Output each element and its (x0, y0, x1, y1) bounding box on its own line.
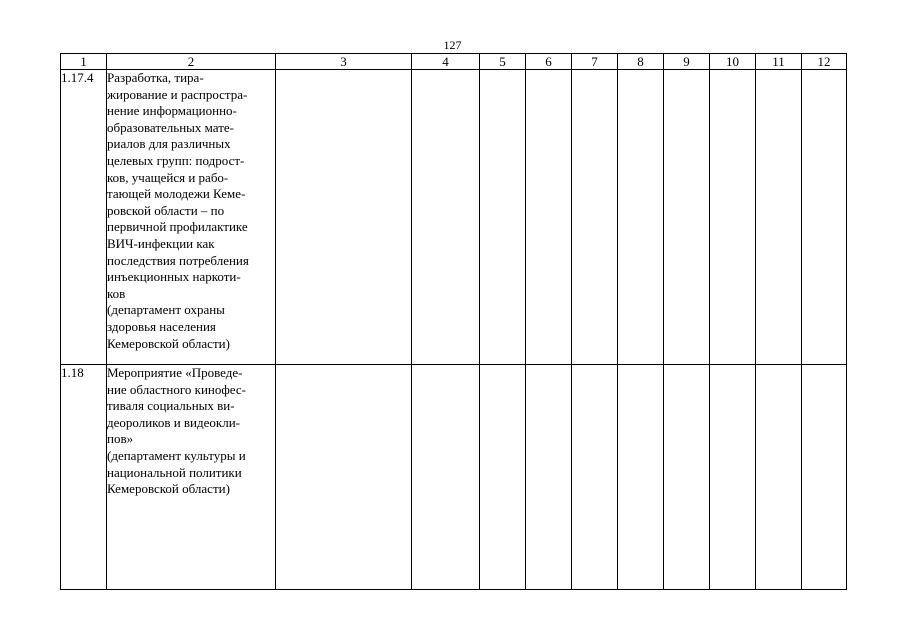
table-cell (526, 365, 572, 590)
table-cell (526, 70, 572, 365)
text-line: образовательных мате- (107, 119, 235, 135)
text-line: первичной профилактике (107, 219, 248, 235)
text-line: тающей молодежи Кеме- (107, 186, 246, 202)
column-header: 7 (572, 54, 618, 70)
table-cell (276, 70, 412, 365)
table-cell (618, 70, 664, 365)
table-cell (802, 365, 847, 590)
table-cell (756, 365, 802, 590)
text-line: Мероприятие «Проведе- (107, 365, 243, 380)
column-header: 1 (61, 54, 107, 70)
column-header: 12 (802, 54, 847, 70)
row-number: 1.17.4 (61, 70, 107, 365)
row-number: 1.18 (61, 365, 107, 590)
text-line: последствия потребления (107, 252, 249, 268)
table-cell (412, 365, 480, 590)
table-cell (664, 365, 710, 590)
text-line: ние областного кинофес- (107, 381, 246, 397)
text-line: целевых групп: подрост- (107, 152, 245, 168)
text-line: Кемеровской области) (107, 481, 230, 497)
column-header: 11 (756, 54, 802, 70)
table-cell (572, 365, 618, 590)
column-header-row (61, 54, 847, 70)
text-line: Разработка, тира- (107, 70, 204, 85)
table-cell (710, 365, 756, 590)
column-header: 5 (480, 54, 526, 70)
table-cell (480, 365, 526, 590)
text-line: ков (107, 285, 126, 301)
table-cell (480, 70, 526, 365)
table-cell (664, 70, 710, 365)
column-header: 9 (664, 54, 710, 70)
text-line: деороликов и видеокли- (107, 414, 240, 430)
text-line: нение информационно- (107, 103, 237, 119)
text-line: ровской области – по (107, 202, 225, 218)
row-description (107, 365, 276, 590)
table-row (61, 70, 847, 365)
text-line: (департамент культуры и (107, 447, 246, 463)
text-line: ков, учащейся и рабо- (107, 169, 229, 185)
text-line: риалов для различных (107, 136, 231, 152)
table-cell (412, 70, 480, 365)
text-line: национальной политики (107, 464, 242, 480)
column-header: 4 (412, 54, 480, 70)
table-cell (618, 365, 664, 590)
text-line: Кемеровской области) (107, 335, 230, 351)
column-header: 3 (276, 54, 412, 70)
table-cell (710, 70, 756, 365)
text-line: ВИЧ-инфекции как (107, 235, 215, 251)
table-cell (572, 70, 618, 365)
table-row (61, 365, 847, 590)
table-cell (276, 365, 412, 590)
column-header: 2 (107, 54, 276, 70)
text-line: (департамент охраны (107, 302, 225, 318)
table-cell (756, 70, 802, 365)
text-line: тиваля социальных ви- (107, 398, 235, 414)
column-header: 6 (526, 54, 572, 70)
table-cell (802, 70, 847, 365)
page-number: 127 (443, 38, 462, 52)
text-line: пов» (107, 431, 134, 447)
text-line: здоровья населения (107, 318, 216, 334)
column-header: 8 (618, 54, 664, 70)
document-table (60, 53, 847, 590)
column-header: 10 (710, 54, 756, 70)
text-line: инъекционных наркоти- (107, 269, 241, 285)
text-line: жирование и распростра- (107, 86, 248, 102)
row-description (107, 70, 276, 365)
